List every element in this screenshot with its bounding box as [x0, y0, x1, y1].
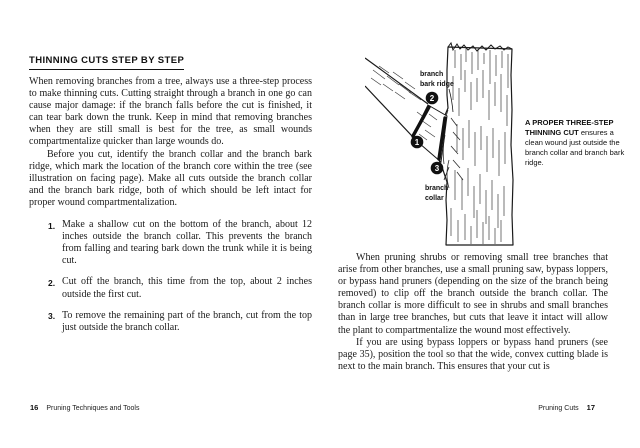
paragraph: When removing branches from a tree, always use a three-step process to make thinning cuts. Cutting straight through a branch in one go can cause major damage: if the branch falls before the cut is finished, it can tear bark down the trunk. Keep in mind that removing branches when they are still small is best for the tree, as small wounds compartmentalize quicker than large wounds do. [29, 76, 312, 148]
thinning-cut-illustration [365, 40, 525, 252]
step-marker-2-number: 2 [429, 94, 435, 103]
step-marker-3 [431, 162, 444, 175]
caption-body: ensures a clean wound just outside the branch collar and branch bark ridge. [525, 128, 625, 167]
step-item [29, 276, 312, 300]
step-marker-2 [426, 92, 439, 105]
caption-lead: A PROPER THREE-STEP THINNING CUT [525, 118, 614, 137]
step-text: To remove the remaining part of the branch, cut from the top just outside the branch collar. [62, 309, 312, 333]
paragraph: If you are using bypass loppers or bypass hand pruners (see page 35), position the tool so that the wide, convex cutting blade is next to the main branch. This ensures that your cut is [338, 336, 608, 372]
section-heading: THINNING CUTS STEP BY STEP [29, 55, 184, 70]
running-head: Pruning Cuts [538, 405, 579, 412]
figure-caption [525, 118, 628, 168]
left-text-column [29, 50, 312, 334]
page-number: 17 [586, 403, 595, 412]
step-item [29, 310, 312, 334]
label-branch-collar-line1: branch [425, 185, 449, 192]
right-page [320, 0, 640, 448]
step-marker-1-number: 1 [414, 138, 420, 147]
step-marker-1 [411, 136, 424, 149]
paragraph: Before you cut, identify the branch collar and the branch bark ridge, which mark the location of the branch core within the tree (see illustration on facing page). Make all cuts outside the branch collar and the branch bark ridge, both of which should be left intact for proper wound compartmentalization. [29, 148, 312, 208]
label-branch-collar-line2: collar [425, 195, 444, 202]
step-text: Make a shallow cut on the bottom of the branch, about 12 inches outside the branch collar. This prevents the branch from falling and tearing bark down the trunk while it is being cut. [62, 219, 312, 267]
step-item [29, 219, 312, 267]
steps-list [29, 219, 312, 334]
step-marker-3-number: 3 [434, 164, 440, 173]
running-head: Pruning Techniques and Tools [46, 405, 140, 412]
footer-right [538, 403, 595, 412]
step-text: Cut off the branch, this time from the top, about 2 inches outside the first cut. [62, 276, 312, 300]
label-branch-bark-ridge-line1: branch [420, 71, 444, 78]
step-number: 3. [48, 311, 56, 322]
step-number: 2. [48, 277, 56, 288]
right-text-column [338, 252, 608, 373]
page-number: 16 [30, 403, 39, 412]
step-number: 1. [48, 220, 56, 231]
label-branch-bark-ridge-line2: bark ridge [420, 81, 454, 88]
footer-left [30, 403, 140, 412]
paragraph: When pruning shrubs or removing small tree branches that arise from other branches, use a small pruning saw, bypass loppers, or bypass hand pruners (depending on the size of the branch being removed) to clip off the branch outside the branch collar. The branch collar is more difficult to see in shrubs and small branches than in large tree branches, but cuts that leave it intact will allow the plant to compartmentalize the wound most effectively. [338, 252, 608, 336]
